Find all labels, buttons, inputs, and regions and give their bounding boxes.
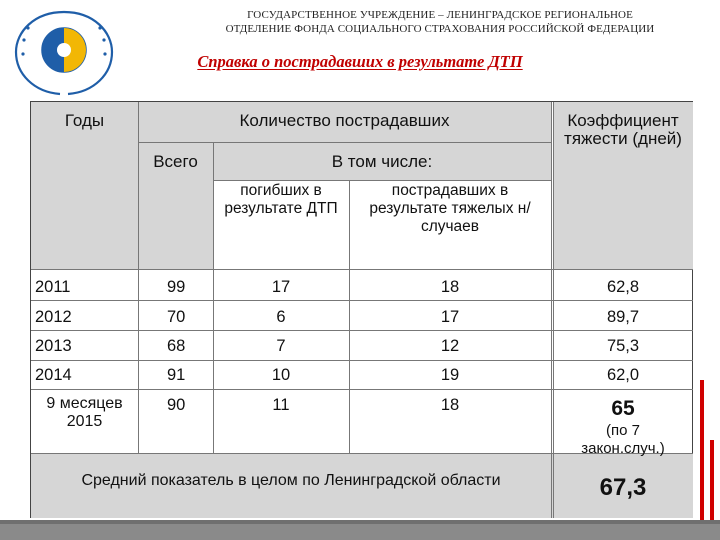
victims-table <box>30 101 693 518</box>
total-2014: 91 <box>167 366 186 384</box>
killed-2013: 7 <box>276 337 286 355</box>
total-2011: 99 <box>167 278 186 296</box>
coef-note-9m-2015: (по 7 закон.случ.) <box>581 422 665 457</box>
organization-header <box>180 8 700 36</box>
header-severe: пострадавших в результате тяжелых н/случаев <box>369 182 531 235</box>
fss-emblem-logo <box>4 2 124 98</box>
header-coefficient: Коэффициент тяжести (дней) <box>564 111 682 148</box>
killed-9m-2015: 11 <box>272 396 290 414</box>
severe-2012: 17 <box>440 308 460 326</box>
decorative-bottom-bar <box>0 518 720 540</box>
total-2013: 68 <box>167 337 186 355</box>
page-title: Справка о пострадавших в результате ДТП <box>197 52 523 71</box>
killed-2011: 17 <box>271 278 291 296</box>
decorative-side-bars <box>694 380 720 540</box>
summary-value: 67,3 <box>599 474 647 501</box>
severe-2014: 19 <box>440 366 460 384</box>
org-line-1: ГОСУДАРСТВЕННОЕ УЧРЕЖДЕНИЕ – ЛЕНИНГРАДСКОЕ РЕГИОНАЛЬНОЕ <box>247 9 633 21</box>
coef-2012: 89,7 <box>606 308 640 326</box>
year-9m-2015: 9 месяцев 2015 <box>46 395 123 430</box>
year-2014: 2014 <box>35 366 72 384</box>
summary-label: Средний показатель в целом по Ленинградской области <box>81 472 501 489</box>
year-2011: 2011 <box>35 278 71 296</box>
year-2012: 2012 <box>35 308 72 326</box>
killed-2012: 6 <box>276 308 286 326</box>
coef-2013: 75,3 <box>606 337 640 355</box>
coef-9m-2015: 65 <box>611 397 635 420</box>
severe-2013: 12 <box>440 337 460 355</box>
header-including: В том числе: <box>331 152 433 171</box>
severe-9m-2015: 18 <box>440 396 460 414</box>
org-line-2: ОТДЕЛЕНИЕ ФОНДА СОЦИАЛЬНОГО СТРАХОВАНИЯ РОССИЙСКОЙ ФЕДЕРАЦИИ <box>225 23 655 35</box>
header-years: Годы <box>64 111 105 130</box>
coef-2014: 62,0 <box>606 366 640 384</box>
total-2012: 70 <box>167 308 186 326</box>
header-killed: погибших в результате ДТП <box>224 182 338 217</box>
coef-2011: 62,8 <box>606 278 640 296</box>
year-2013: 2013 <box>35 337 72 355</box>
total-9m-2015: 90 <box>167 396 186 414</box>
header-count: Количество пострадавших <box>239 111 450 130</box>
header-total: Всего <box>153 152 198 171</box>
severe-2011: 18 <box>440 278 460 296</box>
killed-2014: 10 <box>271 366 291 384</box>
